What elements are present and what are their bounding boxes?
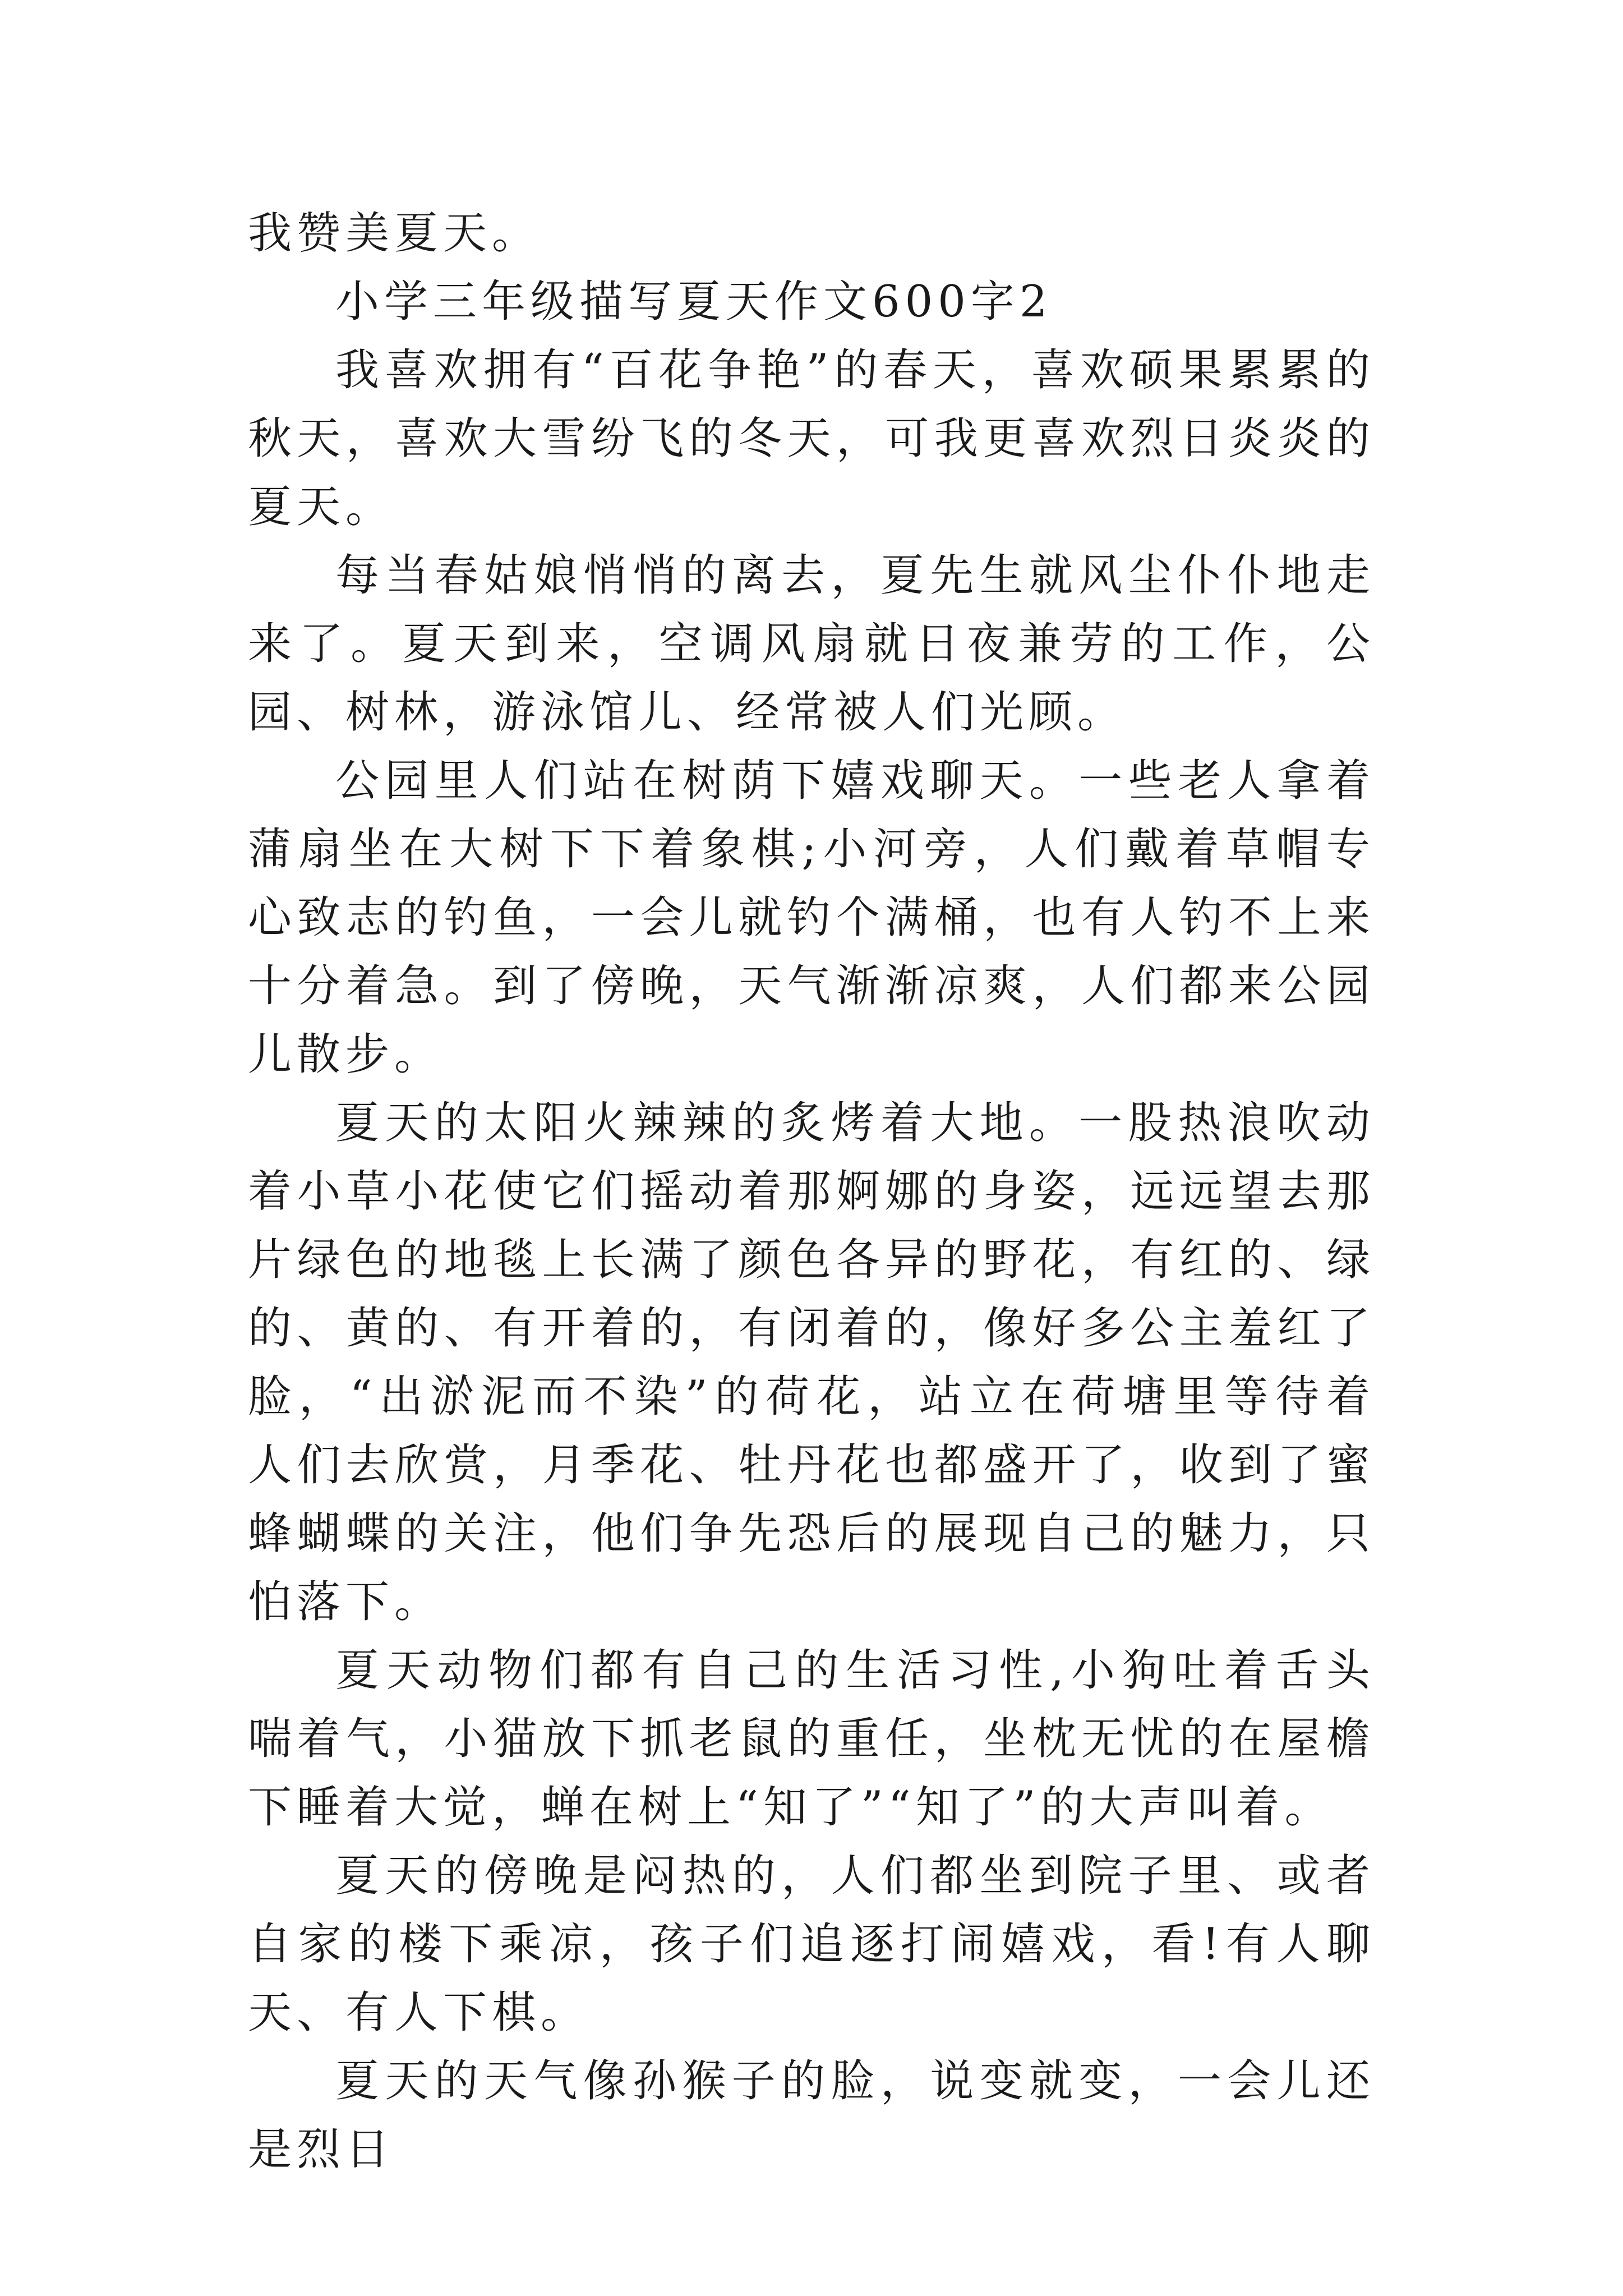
- paragraph-1: 我赞美夏天。: [248, 208, 541, 259]
- paragraph-8: 夏天的傍晚是闷热的，人们都坐到院子里、或者自家的楼下乘凉，孩子们追逐打闹嬉戏，看!有人聊天、有人下棋。: [248, 1851, 1375, 2038]
- paragraph-7: 夏天动物们都有自己的生活习性,小狗吐着舌头喘着气，小猫放下抓老鼠的重任，坐枕无忧的在屋檐下睡着大觉，蝉在树上“知了”“知了”的大声叫着。: [248, 1645, 1375, 1833]
- paragraph-2-essay-title: 小学三年级描写夏天作文600字2: [335, 277, 1053, 327]
- paragraph-5: 公园里人们站在树荫下嬉戏聊天。一些老人拿着蒲扇坐在大树下下着象棋;小河旁，人们戴着草帽专心致志的钓鱼，一会儿就钓个满桶，也有人钓不上来十分着急。到了傍晚，天气渐渐凉爽，人们都来公园儿散步。: [248, 756, 1375, 1080]
- paragraph-4: 每当春姑娘悄悄的离去，夏先生就风尘仆仆地走来了。夏天到来，空调风扇就日夜兼劳的工作，公园、树林，游泳馆儿、经常被人们光顾。: [248, 550, 1375, 738]
- paragraph-6: 夏天的太阳火辣辣的炙烤着大地。一股热浪吹动着小草小花使它们摇动着那婀娜的身姿，远远望去那片绿色的地毯上长满了颜色各异的野花，有红的、绿的、黄的、有开着的，有闭着的，像好多公主羞红了脸，“出淤泥而不染”的荷花，站立在荷塘里等待着人们去欣赏，月季花、牡丹花也都盛开了，收到了蜜蜂蝴蝶的关注，他们争先恐后的展现自己的魅力，只怕落下。: [248, 1098, 1375, 1627]
- document-body: [248, 199, 1375, 2184]
- paragraph-3: 我喜欢拥有“百花争艳”的春天，喜欢硕果累累的秋天，喜欢大雪纷飞的冬天，可我更喜欢烈日炎炎的夏天。: [248, 345, 1375, 532]
- paragraph-9: 夏天的天气像孙猴子的脸，说变就变，一会儿还是烈日: [248, 2056, 1375, 2175]
